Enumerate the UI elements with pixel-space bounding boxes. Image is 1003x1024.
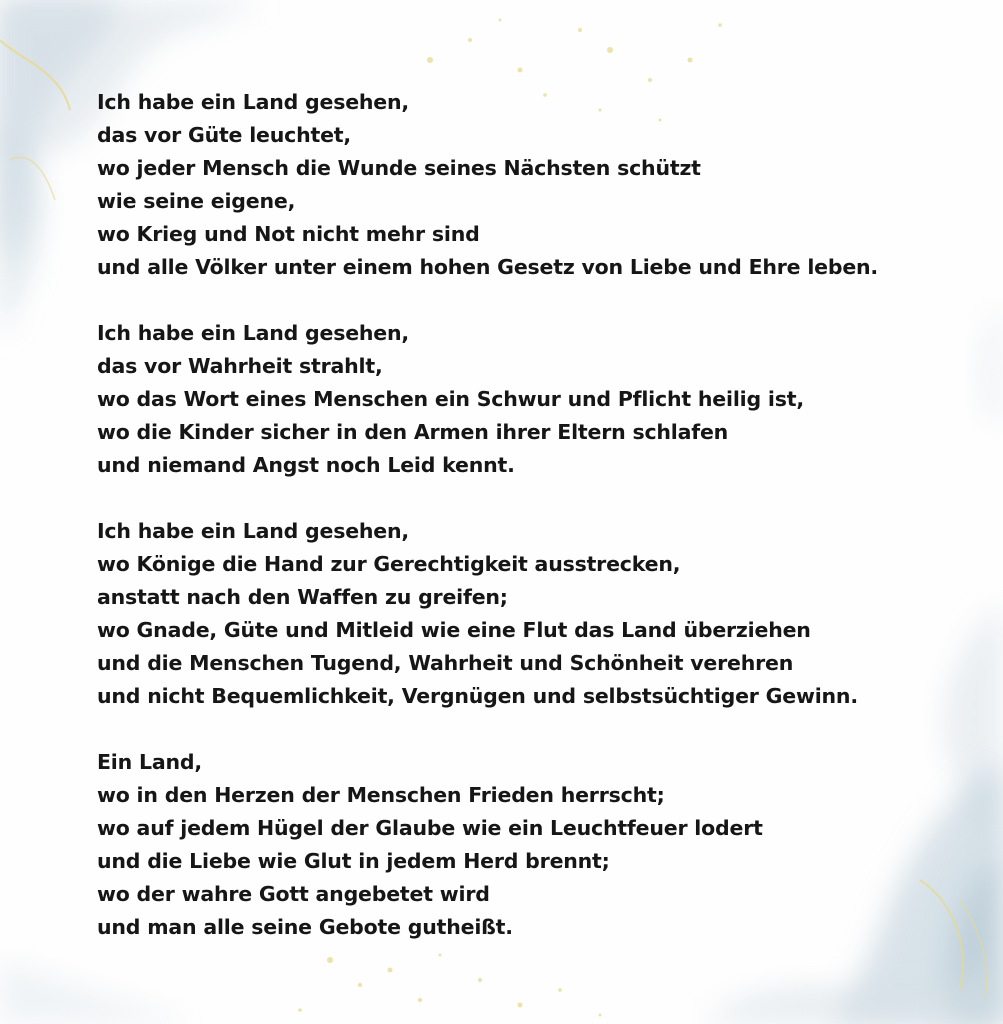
poem bbox=[97, 86, 977, 977]
poem-line: wo Gnade, Güte und Mitleid wie eine Flut das Land überziehen bbox=[97, 618, 811, 642]
poem-line: und niemand Angst noch Leid kennt. bbox=[97, 453, 515, 477]
poem-line: wo der wahre Gott angebetet wird bbox=[97, 882, 490, 906]
stanza-3 bbox=[97, 515, 977, 713]
poem-line: und man alle seine Gebote gutheißt. bbox=[97, 915, 513, 939]
poem-line: wo die Kinder sicher in den Armen ihrer Eltern schlafen bbox=[97, 420, 729, 444]
poem-line: wo jeder Mensch die Wunde seines Nächsten schützt bbox=[97, 156, 701, 180]
poem-line: wo in den Herzen der Menschen Frieden herrscht; bbox=[97, 783, 665, 807]
poem-line: wo Könige die Hand zur Gerechtigkeit ausstrecken, bbox=[97, 552, 681, 576]
stanza-1 bbox=[97, 86, 977, 284]
poem-line: Ich habe ein Land gesehen, bbox=[97, 519, 409, 543]
poem-line: Ich habe ein Land gesehen, bbox=[97, 321, 409, 345]
poem-line: und nicht Bequemlichkeit, Vergnügen und selbstsüchtiger Gewinn. bbox=[97, 684, 858, 708]
stanza-2 bbox=[97, 317, 977, 482]
poem-line: das vor Wahrheit strahlt, bbox=[97, 354, 383, 378]
poem-line: das vor Güte leuchtet, bbox=[97, 123, 351, 147]
poem-line: Ein Land, bbox=[97, 750, 202, 774]
poem-line: wo auf jedem Hügel der Glaube wie ein Leuchtfeuer lodert bbox=[97, 816, 763, 840]
poem-line: und alle Völker unter einem hohen Gesetz von Liebe und Ehre leben. bbox=[97, 255, 879, 279]
poem-line: und die Liebe wie Glut in jedem Herd brennt; bbox=[97, 849, 610, 873]
poem-line: wo Krieg und Not nicht mehr sind bbox=[97, 222, 480, 246]
poem-line: wie seine eigene, bbox=[97, 189, 296, 213]
stanza-4 bbox=[97, 746, 977, 944]
poem-line: anstatt nach den Waffen zu greifen; bbox=[97, 585, 508, 609]
poem-line: und die Menschen Tugend, Wahrheit und Schönheit verehren bbox=[97, 651, 794, 675]
poem-line: wo das Wort eines Menschen ein Schwur und Pflicht heilig ist, bbox=[97, 387, 804, 411]
poem-line: Ich habe ein Land gesehen, bbox=[97, 90, 409, 114]
